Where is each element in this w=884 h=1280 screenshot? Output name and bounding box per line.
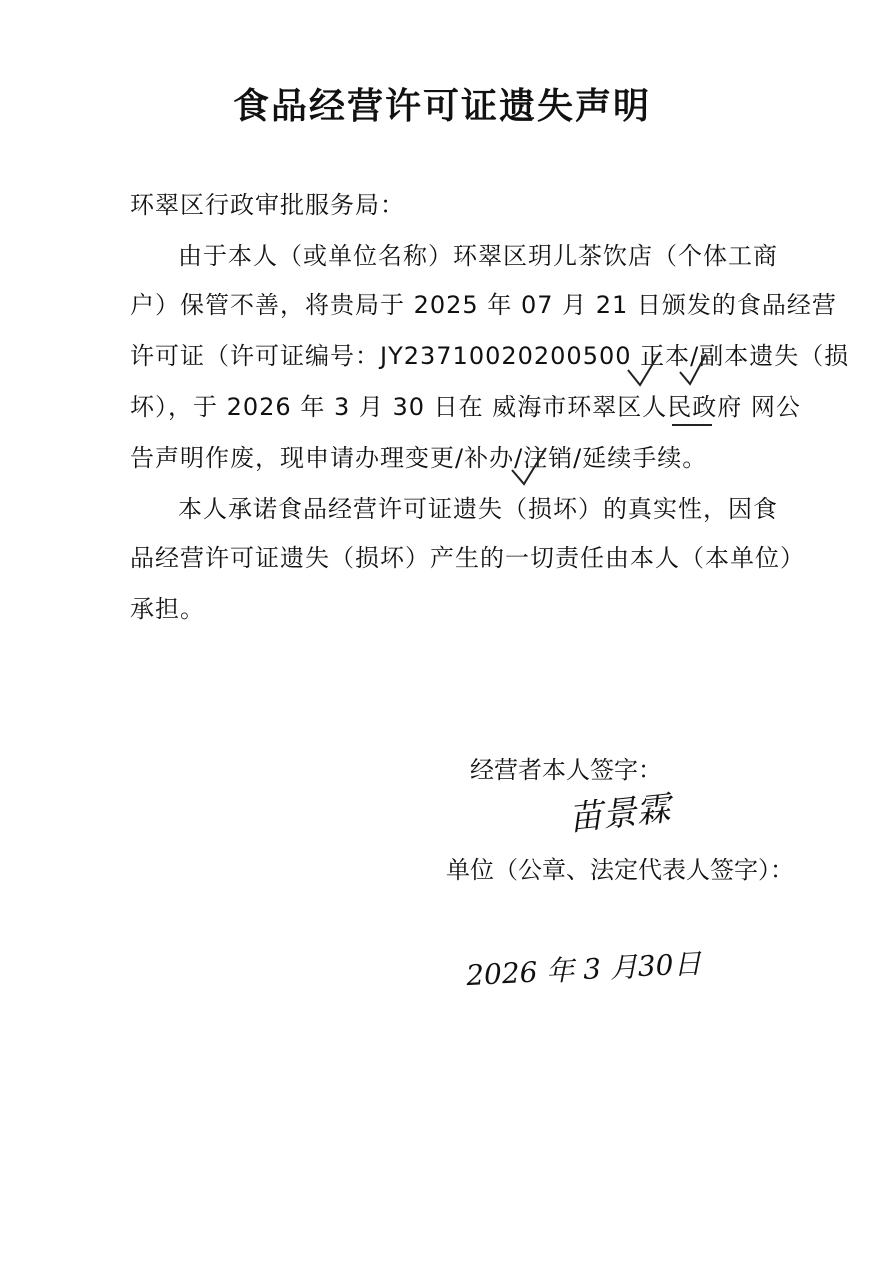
- commitment-line-2: 品经营许可证遗失（损坏）产生的一切责任由本人（本单位）: [130, 544, 805, 572]
- body-line-1: 由于本人（或单位名称）环翠区玥儿茶饮店（个体工商: [178, 242, 778, 270]
- document-title: 食品经营许可证遗失声明: [232, 86, 651, 127]
- unit-seal-label: 单位（公章、法定代表人签字）：: [446, 856, 794, 884]
- check-mark-fuben: [628, 352, 660, 385]
- handwritten-date: 2026 年 3 月30日: [465, 946, 703, 993]
- commitment-line-3: 承担。: [130, 595, 205, 623]
- commitment-line-1: 本人承诺食品经营许可证遗失（损坏）的真实性，因食: [178, 495, 778, 523]
- body-line-5: 告声明作废，现申请办理变更/补办/注销/延续手续。: [130, 444, 708, 472]
- handwritten-signature: 苗景霖: [566, 788, 673, 840]
- check-mark-yishi: [680, 354, 706, 384]
- check-mark-zhuxiao: [512, 448, 546, 484]
- signature-label: 经营者本人签字：: [470, 756, 662, 784]
- body-line-4: 坏），于 2026 年 3 月 30 日在 威海市环翠区人民政府 网公: [130, 393, 801, 421]
- body-line-3: 许可证（许可证编号：JY23710020200500 正本/副本遗失（损: [130, 342, 850, 370]
- body-line-2: 户）保管不善，将贵局于 2025 年 07 月 21 日颁发的食品经营: [130, 291, 837, 319]
- handwritten-check-marks: [0, 0, 884, 500]
- addressee: 环翠区行政审批服务局：: [130, 191, 405, 219]
